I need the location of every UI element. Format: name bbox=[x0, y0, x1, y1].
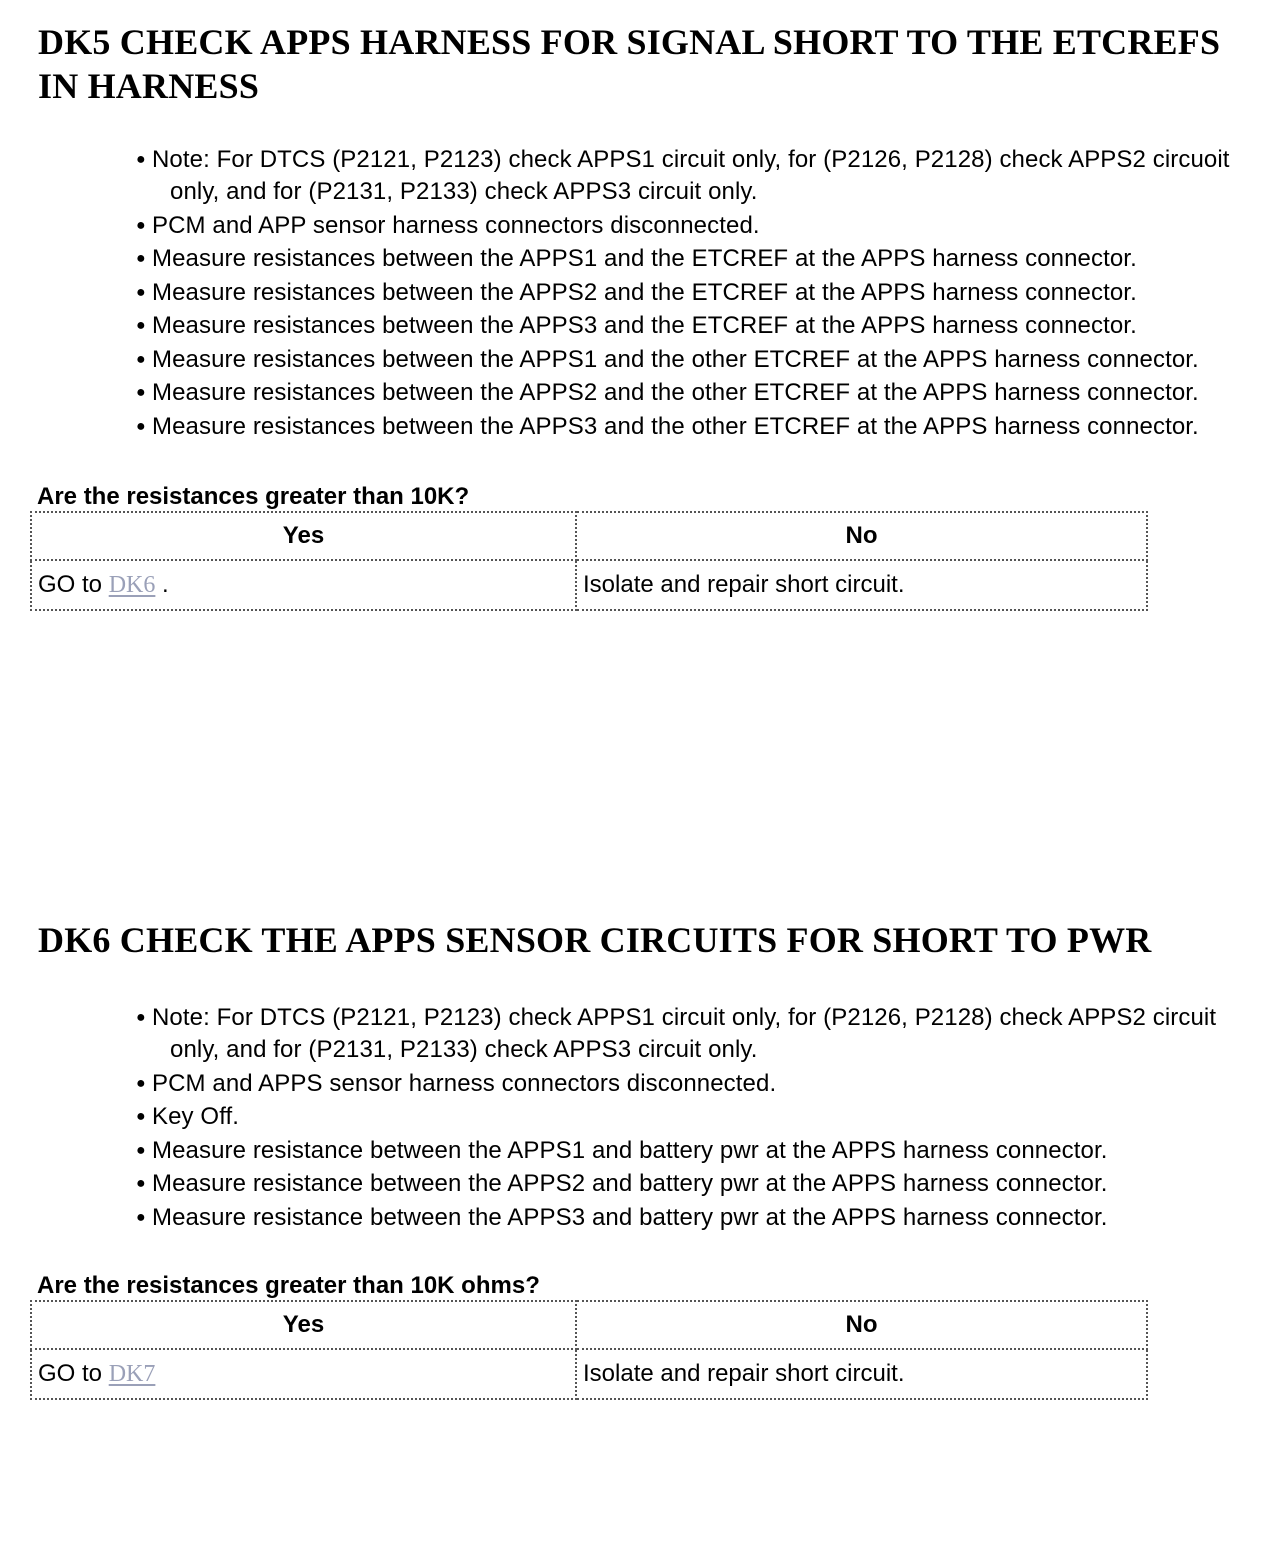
list-item: ● Measure resistances between the APPS1 and the ETCREF at the APPS harness connector. bbox=[120, 243, 1230, 275]
bullet-icon: ● bbox=[136, 317, 146, 334]
bullet-icon: ● bbox=[136, 1074, 146, 1092]
table-header-row bbox=[31, 512, 1147, 560]
list-item: ● Note: For DTCS (P2121, P2123) check APPS1 circuit only, for (P2126, P2128) check APPS2 circuit only, and for (P2131, P2133) check APPS3 circuit only. bbox=[136, 1004, 1217, 1063]
no-header: No bbox=[576, 1301, 1147, 1349]
bullet-icon: ● bbox=[136, 1141, 146, 1159]
bullet-icon: ● bbox=[136, 1208, 146, 1226]
list-item: ● Measure resistances between the APPS3 and the ETCREF at the APPS harness connector. bbox=[120, 310, 1230, 342]
list-item: ● Note: For DTCS (P2121, P2123) check APPS1 circuit only, for (P2126, P2128) check APPS2 circuoit only, and for (P2131, P2133) check APPS3 circuit only. bbox=[136, 146, 1230, 205]
no-cell: Isolate and repair short circuit. bbox=[576, 560, 1147, 610]
list-item: ● Measure resistance between the APPS2 and battery pwr at the APPS harness connector. bbox=[120, 1168, 1230, 1200]
section-title: DK6 CHECK THE APPS SENSOR CIRCUITS FOR SHORT TO PWR bbox=[38, 920, 1152, 960]
list-item: ● Measure resistances between the APPS2 and the other ETCREF at the APPS harness connector. bbox=[120, 377, 1230, 409]
table-row bbox=[31, 1349, 1147, 1399]
table-header-row bbox=[31, 1301, 1147, 1349]
no-header: No bbox=[576, 512, 1147, 560]
yes-header: Yes bbox=[31, 512, 576, 560]
dk7-link[interactable]: DK7 bbox=[108, 1360, 156, 1387]
yes-cell: GO to DK6 . bbox=[31, 560, 576, 610]
section-title: DK5 CHECK APPS HARNESS FOR SIGNAL SHORT TO THE ETCREFS IN HARNESS bbox=[38, 22, 1221, 106]
list-item: ● Measure resistances between the APPS3 and the other ETCREF at the APPS harness connector. bbox=[120, 411, 1230, 443]
list-item: ● Measure resistances between the APPS2 and the ETCREF at the APPS harness connector. bbox=[120, 277, 1230, 309]
question-text: Are the resistances greater than 10K ohms? bbox=[37, 1271, 540, 1299]
list-item: ● Measure resistance between the APPS3 and battery pwr at the APPS harness connector. bbox=[120, 1202, 1230, 1234]
answer-table bbox=[30, 511, 1148, 611]
list-item: ● PCM and APP sensor harness connectors disconnected. bbox=[120, 210, 1230, 242]
bullet-icon: ● bbox=[136, 350, 146, 368]
bullet-icon: ● bbox=[136, 151, 146, 168]
step-list bbox=[120, 1002, 1230, 1234]
table-row bbox=[31, 560, 1147, 610]
yes-header: Yes bbox=[31, 1301, 576, 1349]
section-dk5 bbox=[0, 20, 1264, 611]
list-item: ● Key Off. bbox=[120, 1101, 1230, 1133]
dk6-link[interactable]: DK6 bbox=[108, 571, 156, 598]
bullet-icon: ● bbox=[136, 417, 146, 435]
list-item: ● Measure resistance between the APPS1 and battery pwr at the APPS harness connector. bbox=[120, 1135, 1230, 1167]
bullet-icon: ● bbox=[136, 283, 146, 301]
list-item: ● Measure resistances between the APPS1 and the other ETCREF at the APPS harness connector. bbox=[120, 344, 1230, 376]
question-text: Are the resistances greater than 10K? bbox=[37, 482, 470, 510]
step-list bbox=[120, 144, 1230, 443]
answer-table bbox=[30, 1300, 1148, 1400]
section-dk6 bbox=[0, 918, 1264, 1400]
bullet-icon: ● bbox=[136, 1108, 146, 1125]
bullet-icon: ● bbox=[136, 250, 146, 267]
bullet-icon: ● bbox=[136, 1175, 146, 1192]
bullet-icon: ● bbox=[136, 384, 146, 401]
list-item: ● PCM and APPS sensor harness connectors disconnected. bbox=[120, 1068, 1230, 1100]
bullet-icon: ● bbox=[136, 1009, 146, 1026]
no-cell: Isolate and repair short circuit. bbox=[576, 1349, 1147, 1399]
yes-cell: GO to DK7 bbox=[31, 1349, 576, 1399]
bullet-icon: ● bbox=[136, 216, 146, 234]
